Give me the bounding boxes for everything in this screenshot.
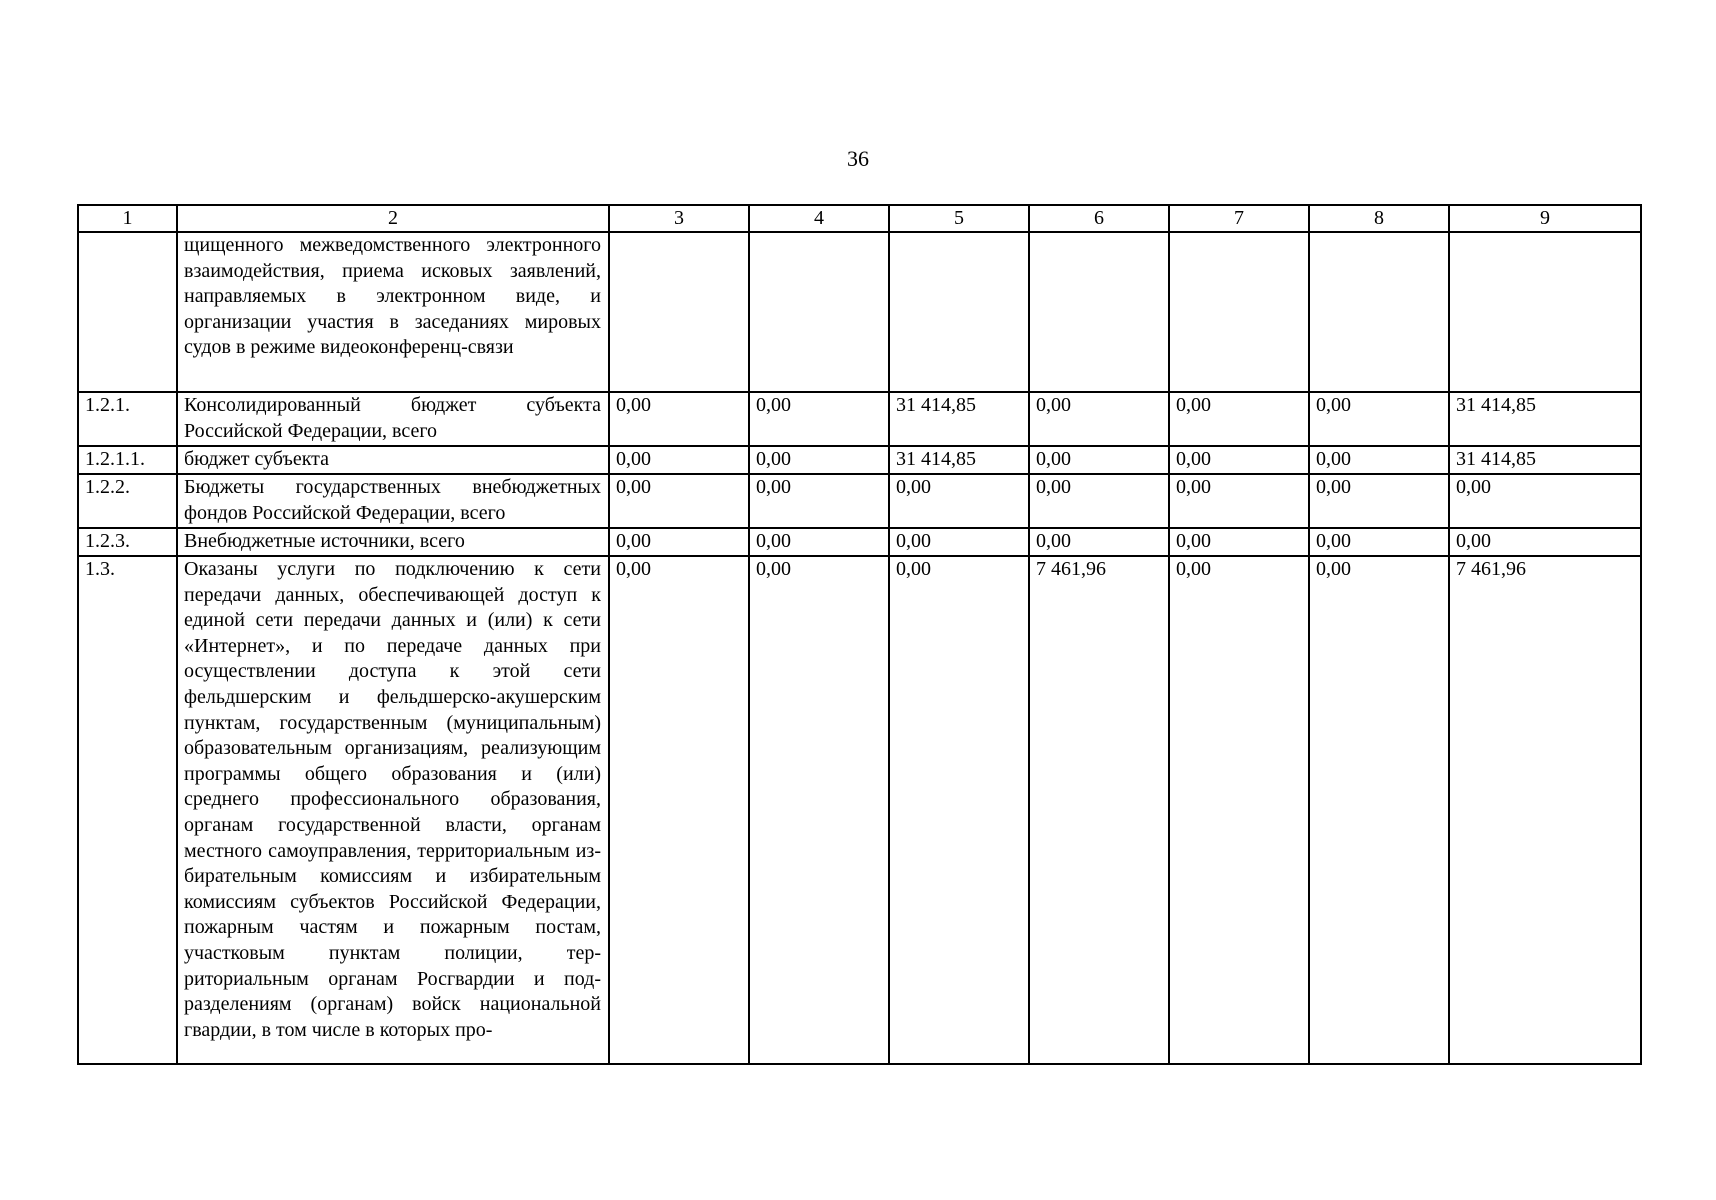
- value-cell: [889, 232, 1029, 392]
- value-cell: 0,00: [1169, 474, 1309, 528]
- table-row: [78, 528, 1641, 556]
- value-cell: [1309, 232, 1449, 392]
- value-cell: 0,00: [1029, 392, 1169, 446]
- value-cell: 0,00: [609, 528, 749, 556]
- value-cell: 0,00: [749, 474, 889, 528]
- table-row: [78, 446, 1641, 474]
- row-code: 1.2.1.1.: [78, 446, 177, 474]
- value-cell: 0,00: [749, 528, 889, 556]
- column-header: 2: [177, 205, 609, 232]
- value-cell: 0,00: [609, 392, 749, 446]
- budget-table: [77, 204, 1642, 1065]
- row-name: Бюджеты государственных внебюджетных фондов Российской Федерации, всего: [177, 474, 609, 528]
- value-cell: 0,00: [749, 392, 889, 446]
- value-cell: 0,00: [609, 556, 749, 1064]
- value-cell: 0,00: [1169, 556, 1309, 1064]
- value-cell: 31 414,85: [1449, 392, 1641, 446]
- value-cell: [1029, 232, 1169, 392]
- value-cell: 0,00: [1309, 392, 1449, 446]
- value-cell: 7 461,96: [1029, 556, 1169, 1064]
- value-cell: 0,00: [609, 446, 749, 474]
- table-row: [78, 474, 1641, 528]
- row-name: бюджет субъекта: [177, 446, 609, 474]
- value-cell: 31 414,85: [889, 392, 1029, 446]
- value-cell: 0,00: [1449, 528, 1641, 556]
- value-cell: 0,00: [749, 556, 889, 1064]
- value-cell: 31 414,85: [1449, 446, 1641, 474]
- value-cell: 0,00: [1449, 474, 1641, 528]
- value-cell: 0,00: [1169, 392, 1309, 446]
- row-code: 1.3.: [78, 556, 177, 1064]
- row-name: Внебюджетные источники, всего: [177, 528, 609, 556]
- value-cell: 0,00: [1309, 556, 1449, 1064]
- table-row: [78, 232, 1641, 392]
- page-number: 36: [847, 146, 869, 171]
- column-header: 6: [1029, 205, 1169, 232]
- value-cell: 31 414,85: [889, 446, 1029, 474]
- value-cell: 7 461,96: [1449, 556, 1641, 1064]
- value-cell: [1169, 232, 1309, 392]
- table-header-row: [78, 205, 1641, 232]
- value-cell: 0,00: [609, 474, 749, 528]
- row-code: 1.2.2.: [78, 474, 177, 528]
- value-cell: 0,00: [1309, 446, 1449, 474]
- row-name: щищенного межведомственного электронного взаимодействия, приема исковых заявлений, направляемых в электронном виде, и организации участия в заседаниях мировых судов в режиме видеоконференц-связи: [177, 232, 609, 392]
- column-header: 7: [1169, 205, 1309, 232]
- column-header: 8: [1309, 205, 1449, 232]
- value-cell: 0,00: [889, 528, 1029, 556]
- value-cell: 0,00: [1029, 474, 1169, 528]
- row-code: [78, 232, 177, 392]
- value-cell: 0,00: [749, 446, 889, 474]
- table-row: [78, 556, 1641, 1064]
- row-name: Оказаны услуги по подключению к сети передачи данных, обеспечивающей доступ к единой сети передачи данных и (или) к сети «Интернет», и по передаче данных при осуществлении доступа к этой сети фельдшерским и фельдшерско-акушерским пунктам, государственным (муниципальным) образовательным организациям, реализующим программы общего образования и (или) среднего профессионального образования, органам государственной власти, органам местного самоуправления, территориальным избирательным комиссиям и избирательным комиссиям субъектов Российской Федерации, пожарным частям и пожарным постам, участковым пунктам полиции, территориальным органам Росгвардии и подразделениям (органам) войск национальной гвардии, в том числе в которых про-: [177, 556, 609, 1064]
- column-header: 1: [78, 205, 177, 232]
- table-row: [78, 392, 1641, 446]
- value-cell: 0,00: [1029, 446, 1169, 474]
- value-cell: [1449, 232, 1641, 392]
- value-cell: 0,00: [1169, 528, 1309, 556]
- column-header: 9: [1449, 205, 1641, 232]
- column-header: 5: [889, 205, 1029, 232]
- value-cell: 0,00: [889, 556, 1029, 1064]
- row-name: Консолидированный бюджет субъекта Российской Федерации, всего: [177, 392, 609, 446]
- column-header: 3: [609, 205, 749, 232]
- row-code: 1.2.1.: [78, 392, 177, 446]
- value-cell: 0,00: [1169, 446, 1309, 474]
- column-header: 4: [749, 205, 889, 232]
- value-cell: [609, 232, 749, 392]
- value-cell: 0,00: [1029, 528, 1169, 556]
- value-cell: [749, 232, 889, 392]
- value-cell: 0,00: [1309, 474, 1449, 528]
- value-cell: 0,00: [1309, 528, 1449, 556]
- row-code: 1.2.3.: [78, 528, 177, 556]
- value-cell: 0,00: [889, 474, 1029, 528]
